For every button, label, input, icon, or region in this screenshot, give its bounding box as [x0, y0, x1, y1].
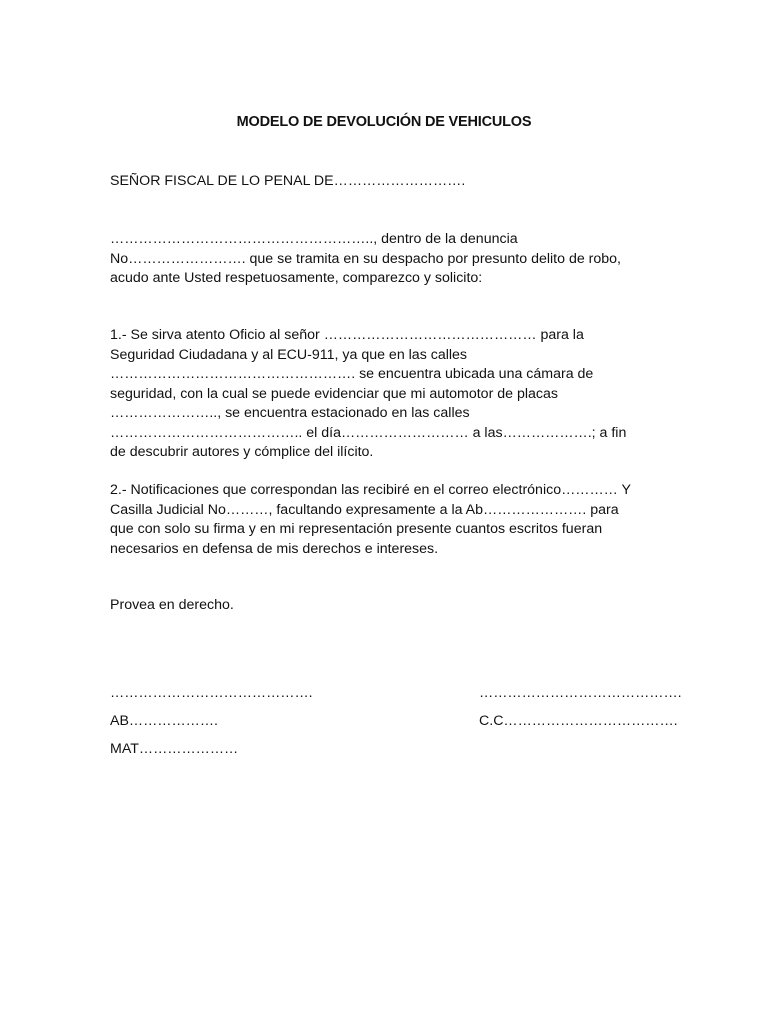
request-item-2: 2.- Notificaciones que correspondan las recibiré en el correo electrónico………… Y Casilla Judicial No………, facultando expresamente a la Ab…………………. para que con solo su firma y en mi representación presente cuantos escritos fueran necesarios en defensa de mis derechos e intereses. [110, 482, 631, 557]
left-signature-line: ……………………………………. [110, 685, 313, 701]
id-number-field: C.C………………………………. [479, 713, 678, 729]
closing-line: Provea en derecho. [110, 597, 234, 613]
intro-paragraph: ……………………………………………….., dentro de la denuncia No……………………. que se tramita en su despacho por presunto delito de robo, acudo ante Usted respetuosamente, comparezco y solicito: [110, 231, 621, 286]
document-title: MODELO DE DEVOLUCIÓN DE VEHICULOS [236, 114, 532, 130]
request-item-1: 1.- Se sirva atento Oficio al señor ……………………………………… para la Seguridad Ciudadana y al ECU-911, ya que en las calles ……………………………………………. se encuentra ubicada una cámara de seguridad, con la cual se puede evidenciar que mi automotor de placas ………………….., se encuentra estacionado en las calles ………………………………….. el día……………………… a las……………….; a fin de descubrir autores y cómplice del ilícito. [110, 327, 627, 460]
lawyer-name-field: AB………………. [110, 713, 218, 729]
right-signature-line: ……………………………………. [479, 685, 682, 701]
addressee-line: SEÑOR FISCAL DE LO PENAL DE………………………. [110, 173, 466, 189]
registration-number-field: MAT………………… [110, 741, 239, 757]
